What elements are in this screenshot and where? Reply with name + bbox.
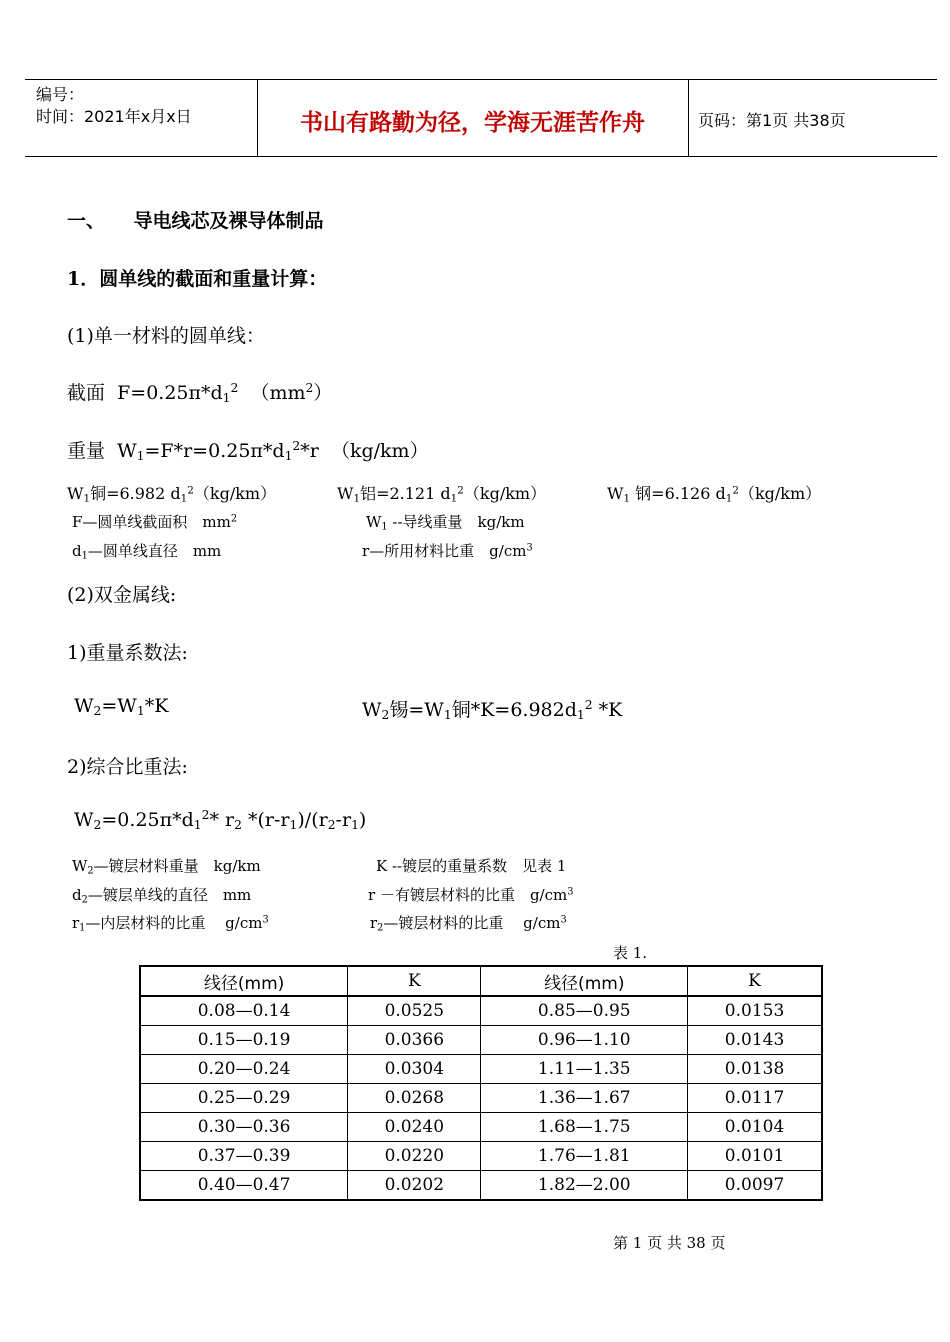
cell-diameter: 0.30—0.36	[140, 1113, 348, 1142]
section-title: 一、 导电线芯及裸导体制品	[67, 210, 324, 232]
legend-f: F—圆单线截面积 $mm^2$	[72, 513, 238, 531]
time-label: 时间：2021年x月x日	[36, 107, 192, 126]
page-info: 页码：第1页 共38页	[698, 111, 846, 130]
weight-w: W	[117, 440, 137, 462]
cell-diameter: 1.68—1.75	[481, 1113, 688, 1142]
method2-heading: 2)综合比重法:	[67, 756, 188, 778]
cell-k: 0.0117	[688, 1084, 822, 1113]
legend-r1: $r_1—$内层材料的比重 $g/cm^3$	[72, 914, 269, 934]
subsection-title: 1．圆单线的截面和重量计算：	[67, 268, 328, 290]
header-diameter-2: 线径(mm)	[481, 966, 688, 996]
cell-k: 0.0104	[688, 1113, 822, 1142]
cell-k: 0.0304	[348, 1055, 481, 1084]
table-row	[140, 996, 822, 1026]
weight-expr: =F*r=0.25π*d	[144, 440, 285, 462]
cell-k: 0.0268	[348, 1084, 481, 1113]
legend-k: K --镀层的重量系数 见表 1	[376, 857, 567, 875]
cell-k: 0.0153	[688, 996, 822, 1026]
header-k-2: K	[688, 966, 822, 996]
cell-diameter: 0.15—0.19	[140, 1026, 348, 1055]
cell-diameter: 0.20—0.24	[140, 1055, 348, 1084]
cell-diameter: 1.82—2.00	[481, 1171, 688, 1201]
cell-k: 0.0240	[348, 1113, 481, 1142]
legend-r2: $r_2—$镀层材料的比重 $g/cm^3$	[370, 914, 567, 934]
header-k-1: K	[348, 966, 481, 996]
cell-k: 0.0220	[348, 1142, 481, 1171]
w2-formula: $W_2=W_1*K$	[74, 695, 169, 719]
weight-tail: *r	[300, 440, 319, 462]
motto: 书山有路勤为径，学海无涯苦作舟	[300, 109, 645, 136]
cell-diameter: 1.76—1.81	[481, 1142, 688, 1171]
table-row	[140, 1113, 822, 1142]
table-header-row	[140, 966, 822, 996]
legend-d1: $d_1—$圆单线直径 mm	[72, 542, 222, 562]
weight-copper: $W_1$铜=6.982 $d_1^2(kg/km)$	[67, 484, 277, 505]
cell-k: 0.0366	[348, 1026, 481, 1055]
area-unit: （mm	[250, 382, 306, 404]
cell-diameter: 1.36—1.67	[481, 1084, 688, 1113]
cell-k: 0.0097	[688, 1171, 822, 1201]
method1-heading: 1)重量系数法:	[67, 642, 188, 664]
table-row	[140, 1055, 822, 1084]
area-sub: 1	[222, 391, 231, 406]
single-material-heading: (1)单一材料的圆单线：	[67, 325, 265, 347]
weight-formula	[67, 436, 429, 463]
weight-aluminum: $W_1$铝=2.121 $d_1^2(kg/km)$	[337, 484, 547, 505]
cell-k: 0.0143	[688, 1026, 822, 1055]
serial-label: 编号：	[36, 85, 85, 104]
cell-diameter: 1.11—1.35	[481, 1055, 688, 1084]
area-expr: F=0.25π*d	[117, 382, 223, 404]
weight-steel: $W_1$ 钢=6.126 $d_1^2(kg/km)$	[607, 484, 822, 505]
combined-formula: $W_2=0.25\pi*d_1^2*$ $r_2$ $*(r-r_1)/(r_2-r_1)$	[74, 808, 367, 833]
cell-diameter: 0.85—0.95	[481, 996, 688, 1026]
area-formula	[67, 378, 332, 405]
cell-diameter: 0.08—0.14	[140, 996, 348, 1026]
table-row	[140, 1142, 822, 1171]
weight-unit: （kg/km）	[330, 440, 429, 462]
cell-k: 0.0138	[688, 1055, 822, 1084]
area-unit-sup: 2	[305, 381, 314, 396]
w2-tin-formula: $W_2$锡$=W_1$铜$*K=6.982d_1^2$ *K	[362, 698, 623, 723]
weight-label: 重量	[67, 440, 106, 462]
table-row	[140, 1171, 822, 1201]
area-sup: 2	[230, 381, 239, 396]
legend-w2: $W_2—$镀层材料重量 kg/km	[72, 857, 261, 877]
cell-k: 0.0525	[348, 996, 481, 1026]
area-label: 截面	[67, 382, 106, 404]
weight-w-sub: 1	[136, 449, 145, 464]
bimetal-heading: (2)双金属线:	[67, 584, 177, 606]
legend-r-coated: r －有镀层材料的比重 $g/cm^3$	[368, 886, 574, 904]
header-top-rule	[25, 79, 937, 80]
area-unit-close: ）	[313, 382, 333, 404]
header-diameter-1: 线径(mm)	[140, 966, 348, 996]
cell-k: 0.0202	[348, 1171, 481, 1201]
header-divider-right	[688, 79, 689, 156]
header-bottom-rule	[25, 156, 937, 157]
weight-d-sub: 1	[284, 449, 293, 464]
table-row	[140, 1084, 822, 1113]
table-row	[140, 1026, 822, 1055]
cell-diameter: 0.96—1.10	[481, 1026, 688, 1055]
weight-d-sup: 2	[292, 439, 301, 454]
cell-diameter: 0.40—0.47	[140, 1171, 348, 1201]
table-caption: 表 1.	[613, 944, 648, 962]
legend-w1: $W_1$ --导线重量 kg/km	[366, 513, 525, 533]
cell-k: 0.0101	[688, 1142, 822, 1171]
k-coefficient-table	[139, 965, 823, 1201]
page-footer: 第 1 页 共 38 页	[613, 1234, 726, 1252]
cell-diameter: 0.25—0.29	[140, 1084, 348, 1113]
legend-r: r—所用材料比重 $g/cm^3$	[362, 542, 533, 560]
cell-diameter: 0.37—0.39	[140, 1142, 348, 1171]
legend-d2: $d_2—$镀层单线的直径 mm	[72, 886, 252, 906]
